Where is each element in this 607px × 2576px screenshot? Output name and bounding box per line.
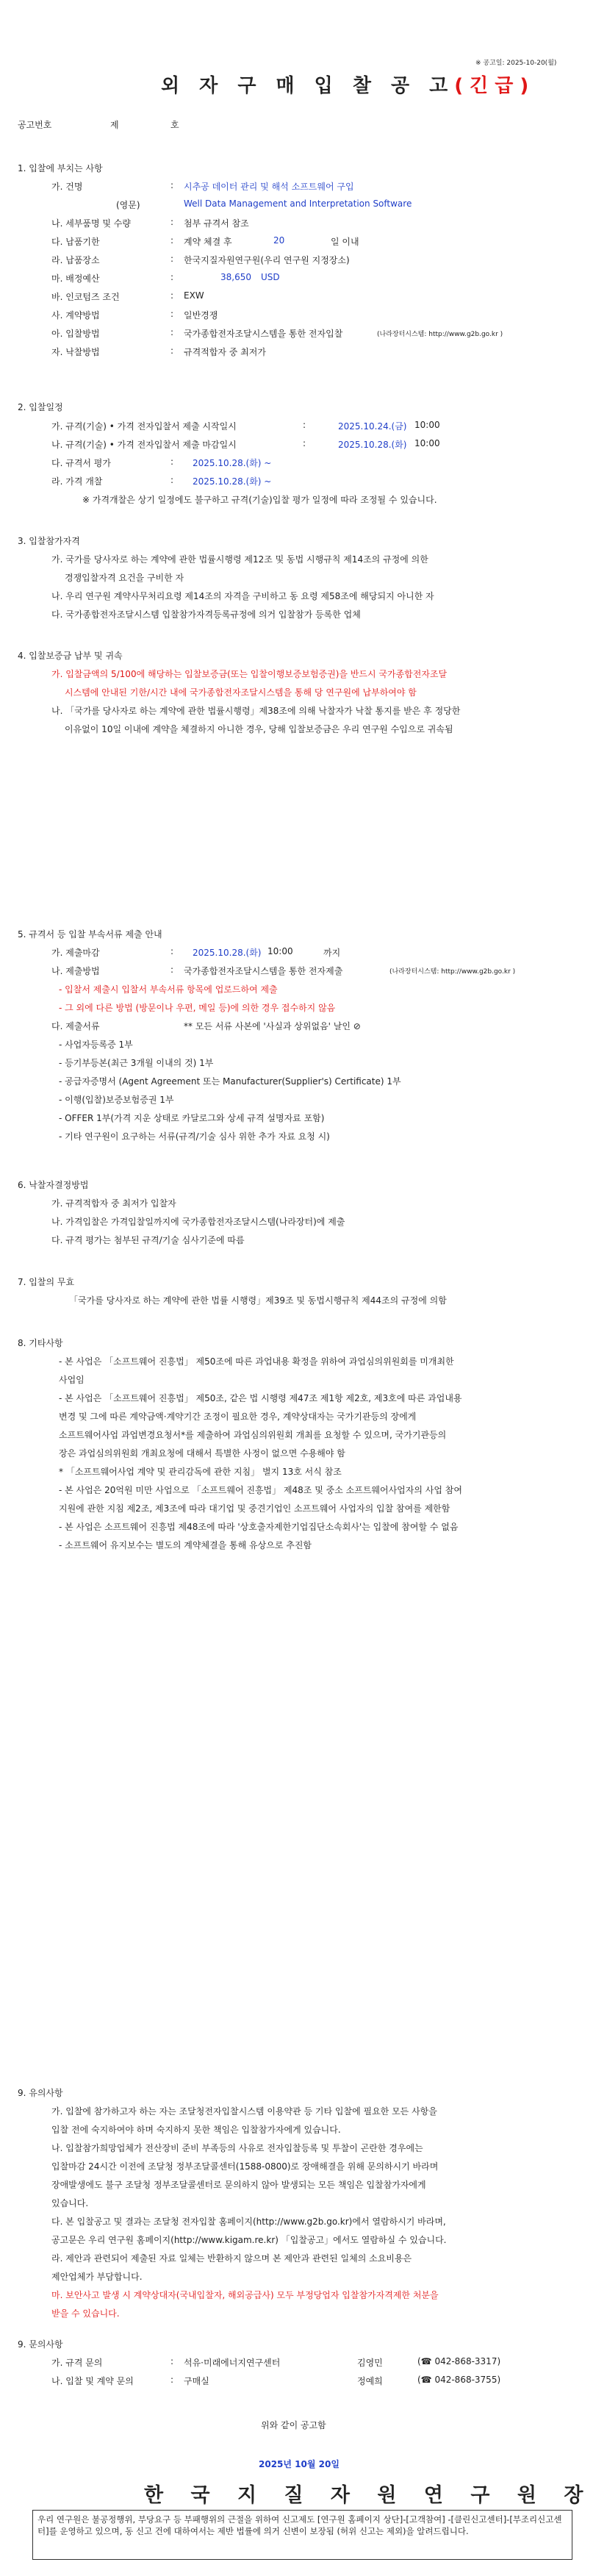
- s2-time-start: 10:00: [414, 420, 440, 430]
- s9-line: 나. 입찰참가희망업체가 전산장비 준비 부족등의 사유로 전자입찰등록 및 투찰이 곤란한 경우에는: [51, 2143, 423, 2153]
- s8-line: - 본 사업은 20억원 미만 사업으로 「소프트웨어 진흥법」 제48조 및 중소 소프트웨어사업자의 사업 참여: [59, 1485, 462, 1495]
- s1-value-incoterms: EXW: [184, 290, 204, 301]
- colon: :: [303, 438, 306, 448]
- s1-label-name: 가. 건명: [51, 182, 83, 192]
- s5-doc-item: - 기타 연구원이 요구하는 서류(규격/기술 심사 위한 추가 자료 요청 시): [59, 1131, 330, 1142]
- s2-label-eval: 다. 규격서 평가: [51, 458, 111, 468]
- s4-a1: 가. 입찰금액의 5/100에 해당하는 입찰보증금(또는 입찰이행보증보험증권)을 반드시 국가종합전자조달: [51, 669, 448, 679]
- s9-line: 다. 본 입찰공고 및 결과는 조달청 전자입찰 홈페이지(http://www.g2b.go.kr)에서 열람하시기 바라며,: [51, 2217, 446, 2227]
- s4-b1: 나. 「국가를 당사자로 하는 계약에 관한 법률시행령」제38조에 의해 낙찰자가 낙찰 통지를 받은 후 정당한: [51, 706, 461, 716]
- page-title-urgent: (긴급): [454, 75, 536, 97]
- s1-value-budget-unit: USD: [261, 272, 280, 282]
- colon: :: [170, 475, 174, 485]
- inquiry-name-contract: 정예희: [357, 2376, 383, 2386]
- s5-method-url: (나라장터시스템: http://www.g2b.go.kr ): [389, 968, 516, 976]
- anti-corruption-notice: 우리 연구원은 불공정행위, 부당요구 등 부패행위의 근절을 위하여 신고제도 [연구원 홈페이지 상단]-[고객참여] -[클린신고센터]-[부조리신고센터]를 운영하고 있으며, 동 신고 건에 대하여서는 제반 법률에 의거 신변이 보장됨 (허위 신고는 제외)을 알려드립니다.: [32, 2510, 572, 2560]
- s1-label-deadline: 다. 납품기한: [51, 237, 100, 247]
- s9-red1: 마. 보안사고 발생 시 계약상대자(국내입찰자, 해외공급사) 모두 부정당업자 입찰참가자격제한 처분을: [51, 2290, 439, 2300]
- page-title: [161, 71, 535, 98]
- s1-value-contract: 일반경쟁: [184, 310, 218, 321]
- s1-label-budget: 마. 배정예산: [51, 273, 100, 284]
- colon: :: [170, 254, 174, 264]
- colon: :: [170, 346, 174, 356]
- inquiry-dept-spec: 석유·미래에너지연구센터: [184, 2358, 281, 2368]
- institute-name: 한 국 지 질 자 원 연 구 원 장: [144, 2484, 594, 2507]
- s9-line: 가. 입찰에 참가하고자 하는 자는 조달청전자입찰시스템 이용약관 등 기타 입찰에 필요한 모든 사항을: [51, 2106, 437, 2117]
- s8-line: - 본 사업은 「소프트웨어 진흥법」 제50조에 따른 과업내용 확정을 위하여 과업심의위원회를 미개최한: [59, 1356, 454, 1367]
- section-3-heading: 3. 입찰참가자격: [18, 536, 80, 546]
- colon: :: [170, 327, 174, 337]
- s1-label-place: 라. 납품장소: [51, 255, 100, 265]
- s9-line: 입찰마감 24시간 이전에 조달청 정부조달콜센터(1588-0800)로 장애해결을 위해 문의하시기 바라며: [51, 2161, 439, 2172]
- section-5-heading: 5. 규격서 등 입찰 부속서류 제출 안내: [18, 929, 162, 940]
- s1-label-english: (영문): [116, 200, 140, 210]
- s5-doc-item: - 이행(입찰)보증보험증권 1부: [59, 1095, 174, 1105]
- s1-value-bidding: 국가종합전자조달시스템을 통한 전자입찰: [184, 329, 343, 339]
- s1-value-items: 첨부 규격서 참조: [184, 218, 249, 229]
- colon: :: [170, 235, 174, 246]
- s1-label-incoterms: 바. 인코텀즈 조건: [51, 292, 120, 302]
- inquiry-phone-spec: (☎ 042-868-3317): [417, 2356, 501, 2366]
- s1-value-bidding-url: (나라장터시스템: http://www.g2b.go.kr ): [377, 331, 503, 338]
- s9-line: 있습니다.: [51, 2198, 89, 2208]
- notice-date: ※ 공고일: 2025-10-20(월): [475, 60, 557, 67]
- s5-date: 2025.10.28.(화): [193, 948, 262, 958]
- s4-a2: 시스템에 안내된 기한/시간 내에 국가종합전자조달시스템을 통해 당 연구원에 납부하여야 함: [65, 687, 417, 698]
- colon: :: [170, 457, 174, 467]
- s5-method: 국가종합전자조달시스템을 통한 전자제출: [184, 966, 343, 976]
- s5-docs-note: [184, 1020, 361, 1032]
- section-1-heading: 1. 입찰에 부치는 사항: [18, 163, 103, 173]
- s2-date-eval: 2025.10.28.(화) ~: [193, 458, 272, 468]
- inquiry-label-spec: 가. 규격 문의: [51, 2358, 103, 2368]
- s8-line: - 본 사업은 소프트웨어 진흥법 제48조에 따라 '상호출자제한기업집단소속회사'는 입찰에 참여할 수 없음: [59, 1522, 459, 1532]
- section-4-heading: 4. 입찰보증금 납부 및 귀속: [18, 651, 123, 661]
- notice-no-label: 공고번호: [18, 120, 52, 130]
- s1-value-deadline-post: 일 이내: [331, 237, 359, 247]
- s5-doc-item: - 등기부등본(최근 3개월 이내의 것) 1부: [59, 1058, 214, 1068]
- s5-red2: - 그 외에 다른 방법 (방문이나 우편, 메일 등)에 의한 경우 접수하지 않음: [59, 1003, 336, 1013]
- s6-b: 나. 가격입찰은 가격입찰일까지에 국가종합전자조달시스템(나라장터)에 제출: [51, 1217, 345, 1227]
- s7-text: 「국가를 당사자로 하는 계약에 관한 법률 시행령」제39조 및 동법시행규칙 제44조의 규정에 의함: [69, 1295, 447, 1306]
- section-inquiry-heading: 9. 문의사항: [18, 2339, 63, 2350]
- colon: :: [170, 290, 174, 301]
- s5-doc-item: - 공급자증명서 (Agent Agreement 또는 Manufacturer(Supplier's) Certificate) 1부: [59, 1076, 401, 1087]
- s3-a2: 경쟁입찰자격 요건을 구비한 자: [65, 573, 184, 583]
- s5-doc-item: - 사업자등록증 1부: [59, 1040, 133, 1050]
- s1-value-budget: 38,650: [220, 272, 251, 282]
- s2-date-start: 2025.10.24.(금): [338, 421, 407, 432]
- s5-red1: - 입찰서 제출시 입찰서 부속서류 항목에 업로드하여 제출: [59, 984, 278, 995]
- s9-red2: 받을 수 있습니다.: [51, 2308, 120, 2319]
- s1-label-bidding: 아. 입찰방법: [51, 329, 100, 339]
- s1-value-deadline-pre: 계약 체결 후: [184, 237, 232, 247]
- s2-time-end: 10:00: [414, 438, 440, 448]
- s1-label-items: 나. 세부품명 및 수량: [51, 218, 131, 229]
- colon: :: [170, 965, 174, 975]
- s8-line: 장은 과업심의위원회 개최요청에 대해서 특별한 사정이 없으면 수용해야 함: [59, 1448, 345, 1459]
- s8-line: - 본 사업은 「소프트웨어 진흥법」 제50조, 같은 법 시행령 제47조 제1항 제2호, 제3호에 따른 과업내용: [59, 1393, 462, 1403]
- notice-no-je: 제: [110, 120, 119, 130]
- closing-text: 위와 같이 공고함: [261, 2420, 326, 2430]
- s8-line: 사업임: [59, 1375, 85, 1385]
- s8-line: 변경 및 그에 따른 계약금액·계약기간 조정이 필요한 경우, 계약상대자는 국가기관등의 장에게: [59, 1412, 417, 1422]
- s8-line: * 「소프트웨어사업 계약 및 관리감독에 관한 지침」 별지 13호 서식 참조: [59, 1467, 342, 1477]
- section-7-heading: 7. 입찰의 무효: [18, 1277, 75, 1287]
- s5-label-docs: 다. 제출서류: [51, 1021, 100, 1031]
- colon: :: [170, 272, 174, 282]
- s1-label-award: 자. 낙찰방법: [51, 347, 100, 357]
- s6-c: 다. 규격 평가는 첨부된 규격/기술 심사기준에 따름: [51, 1235, 245, 1245]
- s6-a: 가. 규격적합자 중 최저가 입찰자: [51, 1198, 176, 1209]
- s5-until: 까지: [323, 948, 341, 958]
- s2-date-open: 2025.10.28.(화) ~: [193, 476, 272, 487]
- s1-value-award: 규격적합자 중 최저가: [184, 347, 266, 357]
- s3-b: 나. 우리 연구원 계약사무처리요령 제14조의 자격을 구비하고 동 요령 제58조에 해당되지 아니한 자: [51, 591, 434, 601]
- section-2-heading: 2. 입찰일정: [18, 402, 63, 412]
- s2-label-start: 가. 규격(기술) • 가격 전자입찰서 제출 시작일시: [51, 421, 237, 432]
- s9-line: 공고문은 우리 연구원 홈페이지(http://www.kigam.re.kr) 「입찰공고」에서도 열람하실 수 있습니다.: [51, 2235, 447, 2245]
- section-8-heading: 8. 기타사항: [18, 1338, 63, 1348]
- section-9-heading: 9. 유의사항: [18, 2088, 63, 2098]
- s3-c: 다. 국가종합전자조달시스템 입찰참가자격등록규정에 의거 입찰참가 등록한 업체: [51, 609, 361, 620]
- colon: :: [170, 309, 174, 319]
- s1-value-place: 한국지질자원연구원(우리 연구원 지정장소): [184, 255, 350, 265]
- s3-a1: 가. 국가를 당사자로 하는 계약에 관한 법률시행령 제12조 및 동법 시행규칙 제14조의 규정에 의한: [51, 554, 428, 565]
- inquiry-label-contract: 나. 입찰 및 계약 문의: [51, 2376, 134, 2386]
- s5-label-deadline: 가. 제출마감: [51, 948, 100, 958]
- colon: :: [170, 946, 174, 956]
- s9-line: 입찰 전에 숙지하여야 하며 숙지하지 못한 책임은 입찰참가자에게 있습니다.: [51, 2125, 341, 2135]
- inquiry-name-spec: 김영민: [357, 2358, 383, 2368]
- seal-icon: ⊘: [353, 1021, 361, 1031]
- s9-line: 제안업체가 부담합니다.: [51, 2272, 143, 2282]
- s5-doc-item: - OFFER 1부(가격 지운 상태로 카달로그와 상세 규격 설명자료 포함): [59, 1113, 325, 1123]
- s4-b2: 이유없이 10일 이내에 계약을 체결하지 아니한 경우, 당해 입찰보증금은 우리 연구원 수입으로 귀속됨: [65, 724, 453, 734]
- s2-date-end: 2025.10.28.(화): [338, 440, 407, 450]
- colon: :: [170, 180, 174, 190]
- s8-line: - 소프트웨어 유지보수는 별도의 계약체결을 통해 유상으로 추진함: [59, 1540, 312, 1550]
- s9-line: 라. 제안과 관련되어 제출된 자료 일체는 반환하지 않으며 본 제안과 관련된 일체의 소요비용은: [51, 2253, 412, 2264]
- s8-line: 지원에 관한 지침 제2조, 제3조에 따라 대기업 및 중견기업인 소프트웨어 사업자의 입찰 참여를 제한함: [59, 1503, 450, 1514]
- s2-label-end: 나. 규격(기술) • 가격 전자입찰서 제출 마감일시: [51, 440, 237, 450]
- s2-label-open: 라. 가격 개찰: [51, 476, 103, 487]
- colon: :: [303, 420, 306, 430]
- inquiry-phone-contract: (☎ 042-868-3755): [417, 2375, 501, 2385]
- colon: :: [170, 217, 174, 227]
- s1-label-contract: 사. 계약방법: [51, 310, 100, 321]
- section-6-heading: 6. 낙찰자결정방법: [18, 1180, 89, 1190]
- inquiry-dept-contract: 구매실: [184, 2376, 209, 2386]
- s2-note: ※ 가격개찰은 상기 일정에도 불구하고 규격(기술)입찰 평가 일정에 따라 조정될 수 있습니다.: [82, 495, 437, 505]
- s8-line: 소프트웨어사업 과업변경요청서*를 제출하여 과업심의위원회 개최를 요청할 수 있으며, 국가기관등의: [59, 1430, 447, 1440]
- s5-docs-note-text: ** 모든 서류 사본에 '사실과 상위없음' 날인: [184, 1021, 353, 1031]
- s9-line: 장애발생에도 불구 조달청 정부조달콜센터로 문의하지 않아 발생되는 모든 책임은 입찰참가자에게: [51, 2180, 426, 2190]
- s5-time: 10:00: [267, 946, 293, 956]
- page-title-main: 외 자 구 매 입 찰 공 고: [161, 75, 455, 97]
- s1-value-name: 시추공 데이터 관리 및 해석 소프트웨어 구입: [184, 182, 354, 192]
- s1-value-english: Well Data Management and Interpretation Software: [184, 198, 412, 209]
- colon: :: [170, 2375, 174, 2385]
- notice-date-footer: 2025년 10월 20일: [259, 2459, 340, 2469]
- colon: :: [170, 2356, 174, 2366]
- notice-no-ho: 호: [170, 120, 179, 130]
- s5-label-method: 나. 제출방법: [51, 966, 100, 976]
- s1-value-deadline-num: 20: [273, 235, 285, 246]
